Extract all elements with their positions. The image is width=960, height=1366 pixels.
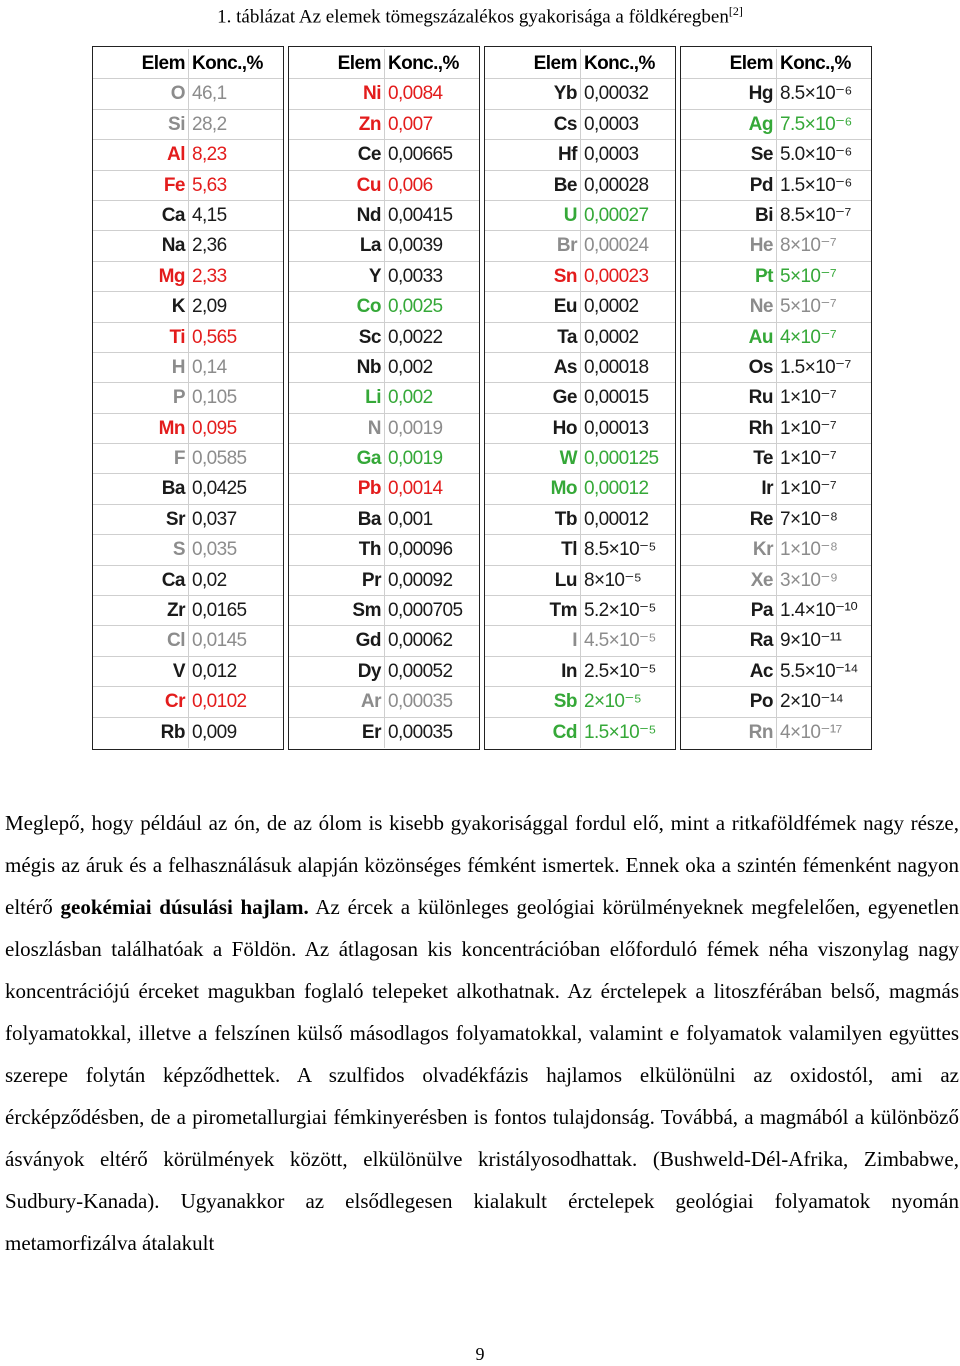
element-symbol: Xe [681, 566, 777, 595]
table-row [681, 444, 871, 474]
table-row [485, 474, 675, 504]
concentration-value: 0,0003 [584, 144, 639, 166]
element-symbol: Co [289, 292, 385, 321]
element-symbol: Ho [485, 414, 581, 443]
header-konc: Konc.,% [388, 53, 459, 74]
concentration-value: 0,565 [192, 326, 237, 348]
element-symbol: Li [289, 383, 385, 412]
concentration-value: 0,0165 [192, 600, 247, 622]
table-row [93, 626, 283, 656]
table-row [289, 657, 479, 687]
table-row [93, 383, 283, 413]
header-elem: Elem [93, 49, 189, 78]
element-symbol: La [289, 231, 385, 260]
table-row [681, 626, 871, 656]
table-row [93, 566, 283, 596]
table-row [93, 292, 283, 322]
concentration-value: 8.5×10⁻⁶ [780, 83, 852, 105]
subtable-3 [484, 46, 676, 750]
element-symbol: As [485, 353, 581, 382]
table-row [485, 323, 675, 353]
concentration-value: 0,00027 [584, 204, 649, 226]
element-symbol: S [93, 535, 189, 564]
element-symbol: Pb [289, 474, 385, 503]
element-symbol: Cd [485, 718, 581, 748]
element-symbol: Ti [93, 323, 189, 352]
table-row [93, 444, 283, 474]
element-symbol: Kr [681, 535, 777, 564]
element-symbol: Gd [289, 626, 385, 655]
table-row [681, 535, 871, 565]
table-row [485, 718, 675, 748]
concentration-value: 1.5×10⁻⁶ [780, 174, 852, 196]
concentration-value: 0,00012 [584, 478, 649, 500]
table-row [93, 262, 283, 292]
table-row [485, 687, 675, 717]
element-symbol: V [93, 657, 189, 686]
concentration-value: 0,0033 [388, 265, 443, 287]
table-row [681, 323, 871, 353]
element-symbol: Mn [93, 414, 189, 443]
element-symbol: H [93, 353, 189, 382]
table-row [93, 474, 283, 504]
element-symbol: Pa [681, 596, 777, 625]
element-symbol: Cu [289, 171, 385, 200]
element-symbol: Nd [289, 201, 385, 230]
element-symbol: Rb [93, 718, 189, 748]
element-symbol: Pr [289, 566, 385, 595]
concentration-value: 0,00028 [584, 174, 649, 196]
element-symbol: Sm [289, 596, 385, 625]
paragraph-bold-term: geokémiai dúsulási hajlam. [60, 895, 309, 919]
concentration-value: 8.5×10⁻⁷ [780, 204, 851, 226]
element-symbol: Br [485, 231, 581, 260]
element-symbol: Y [289, 262, 385, 291]
element-symbol: Zr [93, 596, 189, 625]
table-row [485, 262, 675, 292]
element-symbol: Ru [681, 383, 777, 412]
concentration-value: 1×10⁻⁸ [780, 539, 838, 561]
concentration-value: 0,105 [192, 387, 237, 409]
element-symbol: Te [681, 444, 777, 473]
element-symbol: Bi [681, 201, 777, 230]
concentration-value: 0,00015 [584, 387, 649, 409]
element-symbol: P [93, 383, 189, 412]
element-symbol: Pt [681, 262, 777, 291]
concentration-value: 1.5×10⁻⁵ [584, 721, 656, 743]
concentration-value: 0,14 [192, 356, 227, 378]
concentration-value: 5,63 [192, 174, 227, 196]
concentration-value: 0,00052 [388, 660, 453, 682]
concentration-value: 0,00062 [388, 630, 453, 652]
body-paragraph [5, 802, 959, 1264]
concentration-value: 0,00024 [584, 235, 649, 257]
concentration-value: 28,2 [192, 113, 227, 135]
element-symbol: Ne [681, 292, 777, 321]
element-symbol: Ca [93, 201, 189, 230]
table-row [485, 353, 675, 383]
concentration-value: 0,037 [192, 508, 237, 530]
header-elem: Elem [289, 49, 385, 78]
concentration-value: 0,0425 [192, 478, 247, 500]
table-row [681, 262, 871, 292]
table-row [485, 171, 675, 201]
header-konc: Konc.,% [780, 53, 851, 74]
concentration-value: 0,0019 [388, 417, 443, 439]
header-konc: Konc.,% [192, 53, 263, 74]
element-symbol: Ag [681, 110, 777, 139]
concentration-value: 2×10⁻¹⁴ [780, 691, 844, 713]
header-elem: Elem [485, 49, 581, 78]
concentration-value: 0,0025 [388, 296, 443, 318]
concentration-value: 2.5×10⁻⁵ [584, 660, 656, 682]
table-row [93, 231, 283, 261]
concentration-value: 0,006 [388, 174, 433, 196]
table-row [289, 79, 479, 109]
concentration-value: 7×10⁻⁸ [780, 508, 838, 530]
table-row [681, 383, 871, 413]
concentration-value: 5×10⁻⁷ [780, 265, 837, 287]
concentration-value: 4×10⁻⁷ [780, 326, 837, 348]
concentration-value: 4.5×10⁻⁵ [584, 630, 656, 652]
element-symbol: Pd [681, 171, 777, 200]
concentration-value: 46,1 [192, 83, 227, 105]
table-row [485, 383, 675, 413]
element-symbol: Lu [485, 566, 581, 595]
element-symbol: Rh [681, 414, 777, 443]
table-row [485, 626, 675, 656]
table-row [289, 140, 479, 170]
header-elem: Elem [681, 49, 777, 78]
table-row [485, 414, 675, 444]
table-row [485, 110, 675, 140]
table-row [681, 566, 871, 596]
table-row [289, 201, 479, 231]
element-symbol: Dy [289, 657, 385, 686]
concentration-value: 0,0002 [584, 326, 639, 348]
concentration-value: 1×10⁻⁷ [780, 387, 837, 409]
concentration-value: 0,02 [192, 569, 227, 591]
concentration-value: 8,23 [192, 144, 227, 166]
table-row [93, 171, 283, 201]
table-row [681, 353, 871, 383]
concentration-value: 0,0002 [584, 296, 639, 318]
concentration-value: 0,0019 [388, 448, 443, 470]
table-row [681, 140, 871, 170]
concentration-value: 0,000125 [584, 448, 659, 470]
table-row [681, 231, 871, 261]
element-symbol: Se [681, 140, 777, 169]
table-row [289, 687, 479, 717]
concentration-value: 0,0014 [388, 478, 443, 500]
table-header-row [289, 49, 479, 79]
element-symbol: I [485, 626, 581, 655]
concentration-value: 0,00665 [388, 144, 453, 166]
table-row [289, 323, 479, 353]
table-row [289, 718, 479, 748]
concentration-value: 8×10⁻⁵ [584, 569, 642, 591]
table-header-row [93, 49, 283, 79]
concentration-value: 4,15 [192, 204, 227, 226]
table-row [485, 444, 675, 474]
table-row [681, 596, 871, 626]
table-header-row [681, 49, 871, 79]
caption-reference: [2] [728, 4, 743, 18]
table-row [93, 687, 283, 717]
concentration-value: 0,00012 [584, 508, 649, 530]
element-symbol: Re [681, 505, 777, 534]
table-row [681, 79, 871, 109]
concentration-value: 0,095 [192, 417, 237, 439]
table-row [289, 535, 479, 565]
element-symbol: In [485, 657, 581, 686]
paragraph-part-1: Meglepő, hogy például az ón, de az ólom is kisebb gyakorisággal fordul elő, mint a ritkaföldfémek nagy része, mégis az áruk és a felhasználásuk alapján közönséges fémként ismertek. Ennek oka a szintén fémenként nagyon eltérő [5, 811, 959, 919]
table-row [485, 535, 675, 565]
concentration-value: 1×10⁻⁷ [780, 448, 837, 470]
concentration-value: 8.5×10⁻⁵ [584, 539, 656, 561]
concentration-value: 0,0084 [388, 83, 443, 105]
table-row [289, 383, 479, 413]
concentration-value: 0,0585 [192, 448, 247, 470]
concentration-value: 0,00035 [388, 721, 453, 743]
element-symbol: Sc [289, 323, 385, 352]
concentration-value: 0,035 [192, 539, 237, 561]
concentration-value: 1.5×10⁻⁷ [780, 356, 851, 378]
concentration-value: 5.5×10⁻¹⁴ [780, 660, 858, 682]
element-symbol: N [289, 414, 385, 443]
concentration-value: 0,009 [192, 721, 237, 743]
element-symbol: Hg [681, 79, 777, 108]
concentration-value: 1×10⁻⁷ [780, 417, 837, 439]
element-symbol: K [93, 292, 189, 321]
concentration-value: 9×10⁻¹¹ [780, 630, 842, 652]
element-symbol: Ar [289, 687, 385, 716]
table-header-row [485, 49, 675, 79]
concentration-value: 0,000705 [388, 600, 463, 622]
table-row [485, 657, 675, 687]
table-row [289, 566, 479, 596]
element-symbol: Cr [93, 687, 189, 716]
table-row [289, 626, 479, 656]
element-symbol: Fe [93, 171, 189, 200]
concentration-value: 2,36 [192, 235, 227, 257]
concentration-value: 0,00023 [584, 265, 649, 287]
concentration-value: 3×10⁻⁹ [780, 569, 838, 591]
table-row [289, 596, 479, 626]
element-symbol: Cl [93, 626, 189, 655]
concentration-value: 0,00035 [388, 691, 453, 713]
element-symbol: Eu [485, 292, 581, 321]
table-row [681, 687, 871, 717]
element-symbol: Sn [485, 262, 581, 291]
table-row [289, 505, 479, 535]
concentration-value: 2,33 [192, 265, 227, 287]
concentration-value: 1×10⁻⁷ [780, 478, 837, 500]
table-row [485, 596, 675, 626]
concentration-value: 0,00013 [584, 417, 649, 439]
table-row [93, 718, 283, 748]
element-symbol: Au [681, 323, 777, 352]
concentration-value: 2×10⁻⁵ [584, 691, 642, 713]
element-symbol: Ba [289, 505, 385, 534]
element-symbol: Ni [289, 79, 385, 108]
table-row [485, 292, 675, 322]
element-symbol: Ba [93, 474, 189, 503]
table-row [289, 414, 479, 444]
table-row [289, 474, 479, 504]
element-symbol: Sb [485, 687, 581, 716]
concentration-value: 0,00092 [388, 569, 453, 591]
element-symbol: Zn [289, 110, 385, 139]
element-symbol: Ir [681, 474, 777, 503]
table-row [93, 79, 283, 109]
element-symbol: Yb [485, 79, 581, 108]
header-konc: Konc.,% [584, 53, 655, 74]
element-symbol: Ra [681, 626, 777, 655]
paragraph-part-2: Az ércek a különleges geológiai körülményeknek megfelelően, egyenetlen eloszlásban találhatóak a Földön. Az átlagosan kis koncentrációban előforduló fémek néha viszonylag nagy koncentrációjú érceket magukban foglaló telepeket alkothatnak. Az érctelepek a litoszférában belső, magmás folyamatokkal, illetve a felszínen külső másodlagos folyamatokkal, valamint e folyamatok valamilyen együttes szerepe folytán képződhettek. A szulfidos olvadékfázis hajlamos elkülönülni az oxidostól, ami az ércképződésben, de a pirometallurgiai fémkinyerésben is fontos tulajdonság. Továbbá, a magmából a különböző ásványok eltérő körülmények között, elkülönülve kristályosodhattak. (Bushweld-Dél-Afrika, Zimbabwe, Sudbury-Kanada). Ugyanakkor az elsődlegesen kialakult érctelepek geológiai folyamatok nyomán metamorfizálva átalakult [5, 895, 959, 1255]
element-symbol: Mo [485, 474, 581, 503]
table-row [93, 201, 283, 231]
table-row [681, 474, 871, 504]
element-symbol: Be [485, 171, 581, 200]
element-symbol: Os [681, 353, 777, 382]
element-symbol: U [485, 201, 581, 230]
table-row [93, 657, 283, 687]
element-symbol: Hf [485, 140, 581, 169]
table-row [93, 140, 283, 170]
concentration-value: 0,0022 [388, 326, 443, 348]
concentration-value: 0,00018 [584, 356, 649, 378]
concentration-value: 0,00032 [584, 83, 649, 105]
table-row [681, 718, 871, 748]
page-number: 9 [475, 1344, 485, 1364]
element-symbol: Tb [485, 505, 581, 534]
element-symbol: Rn [681, 718, 777, 748]
table-row [485, 566, 675, 596]
element-symbol: Ge [485, 383, 581, 412]
concentration-value: 0,0145 [192, 630, 247, 652]
element-symbol: O [93, 79, 189, 108]
table-row [681, 292, 871, 322]
concentration-value: 0,00096 [388, 539, 453, 561]
concentration-value: 1.4×10⁻¹⁰ [780, 600, 858, 622]
table-row [681, 505, 871, 535]
subtable-2 [288, 46, 480, 750]
table-row [485, 79, 675, 109]
element-symbol: Cs [485, 110, 581, 139]
element-symbol: F [93, 444, 189, 473]
concentration-value: 7.5×10⁻⁶ [780, 113, 852, 135]
table-row [93, 596, 283, 626]
element-symbol: Ac [681, 657, 777, 686]
concentration-value: 0,007 [388, 113, 433, 135]
table-row [289, 353, 479, 383]
table-caption [0, 4, 960, 28]
element-symbol: Ca [93, 566, 189, 595]
table-row [289, 110, 479, 140]
element-symbol: Ga [289, 444, 385, 473]
table-row [681, 171, 871, 201]
subtable-4 [680, 46, 872, 750]
table-row [289, 171, 479, 201]
table-row [93, 323, 283, 353]
element-symbol: Th [289, 535, 385, 564]
concentration-value: 0,012 [192, 660, 237, 682]
table-row [93, 505, 283, 535]
concentration-value: 4×10⁻¹⁷ [780, 721, 842, 743]
element-symbol: He [681, 231, 777, 260]
element-symbol: Er [289, 718, 385, 748]
table-row [93, 353, 283, 383]
table-row [681, 110, 871, 140]
concentration-value: 0,0003 [584, 113, 639, 135]
element-symbol: Mg [93, 262, 189, 291]
table-row [289, 262, 479, 292]
concentration-value: 0,00415 [388, 204, 453, 226]
element-symbol: Po [681, 687, 777, 716]
element-symbol: Nb [289, 353, 385, 382]
concentration-value: 0,0039 [388, 235, 443, 257]
concentration-value: 0,001 [388, 508, 433, 530]
table-row [485, 231, 675, 261]
element-symbol: Si [93, 110, 189, 139]
table-row [485, 505, 675, 535]
table-row [289, 231, 479, 261]
element-symbol: Ta [485, 323, 581, 352]
concentration-value: 0,002 [388, 356, 433, 378]
concentration-value: 5×10⁻⁷ [780, 296, 837, 318]
table-row [93, 535, 283, 565]
table-row [681, 657, 871, 687]
element-symbol: Tl [485, 535, 581, 564]
element-symbol: W [485, 444, 581, 473]
table-row [485, 201, 675, 231]
table-row [289, 292, 479, 322]
element-symbol: Tm [485, 596, 581, 625]
table-row [93, 110, 283, 140]
subtable-1 [92, 46, 284, 750]
element-symbol: Sr [93, 505, 189, 534]
concentration-value: 5.2×10⁻⁵ [584, 600, 656, 622]
concentration-value: 5.0×10⁻⁶ [780, 144, 852, 166]
concentration-value: 2,09 [192, 296, 227, 318]
table-row [485, 140, 675, 170]
concentration-value: 8×10⁻⁷ [780, 235, 837, 257]
table-row [93, 414, 283, 444]
table-row [289, 444, 479, 474]
element-symbol: Al [93, 140, 189, 169]
element-abundance-table [92, 46, 872, 750]
table-row [681, 414, 871, 444]
concentration-value: 0,002 [388, 387, 433, 409]
concentration-value: 0,0102 [192, 691, 247, 713]
caption-text: 1. táblázat Az elemek tömegszázalékos gyakorisága a földkéregben [217, 6, 729, 28]
table-row [681, 201, 871, 231]
element-symbol: Ce [289, 140, 385, 169]
element-symbol: Na [93, 231, 189, 260]
